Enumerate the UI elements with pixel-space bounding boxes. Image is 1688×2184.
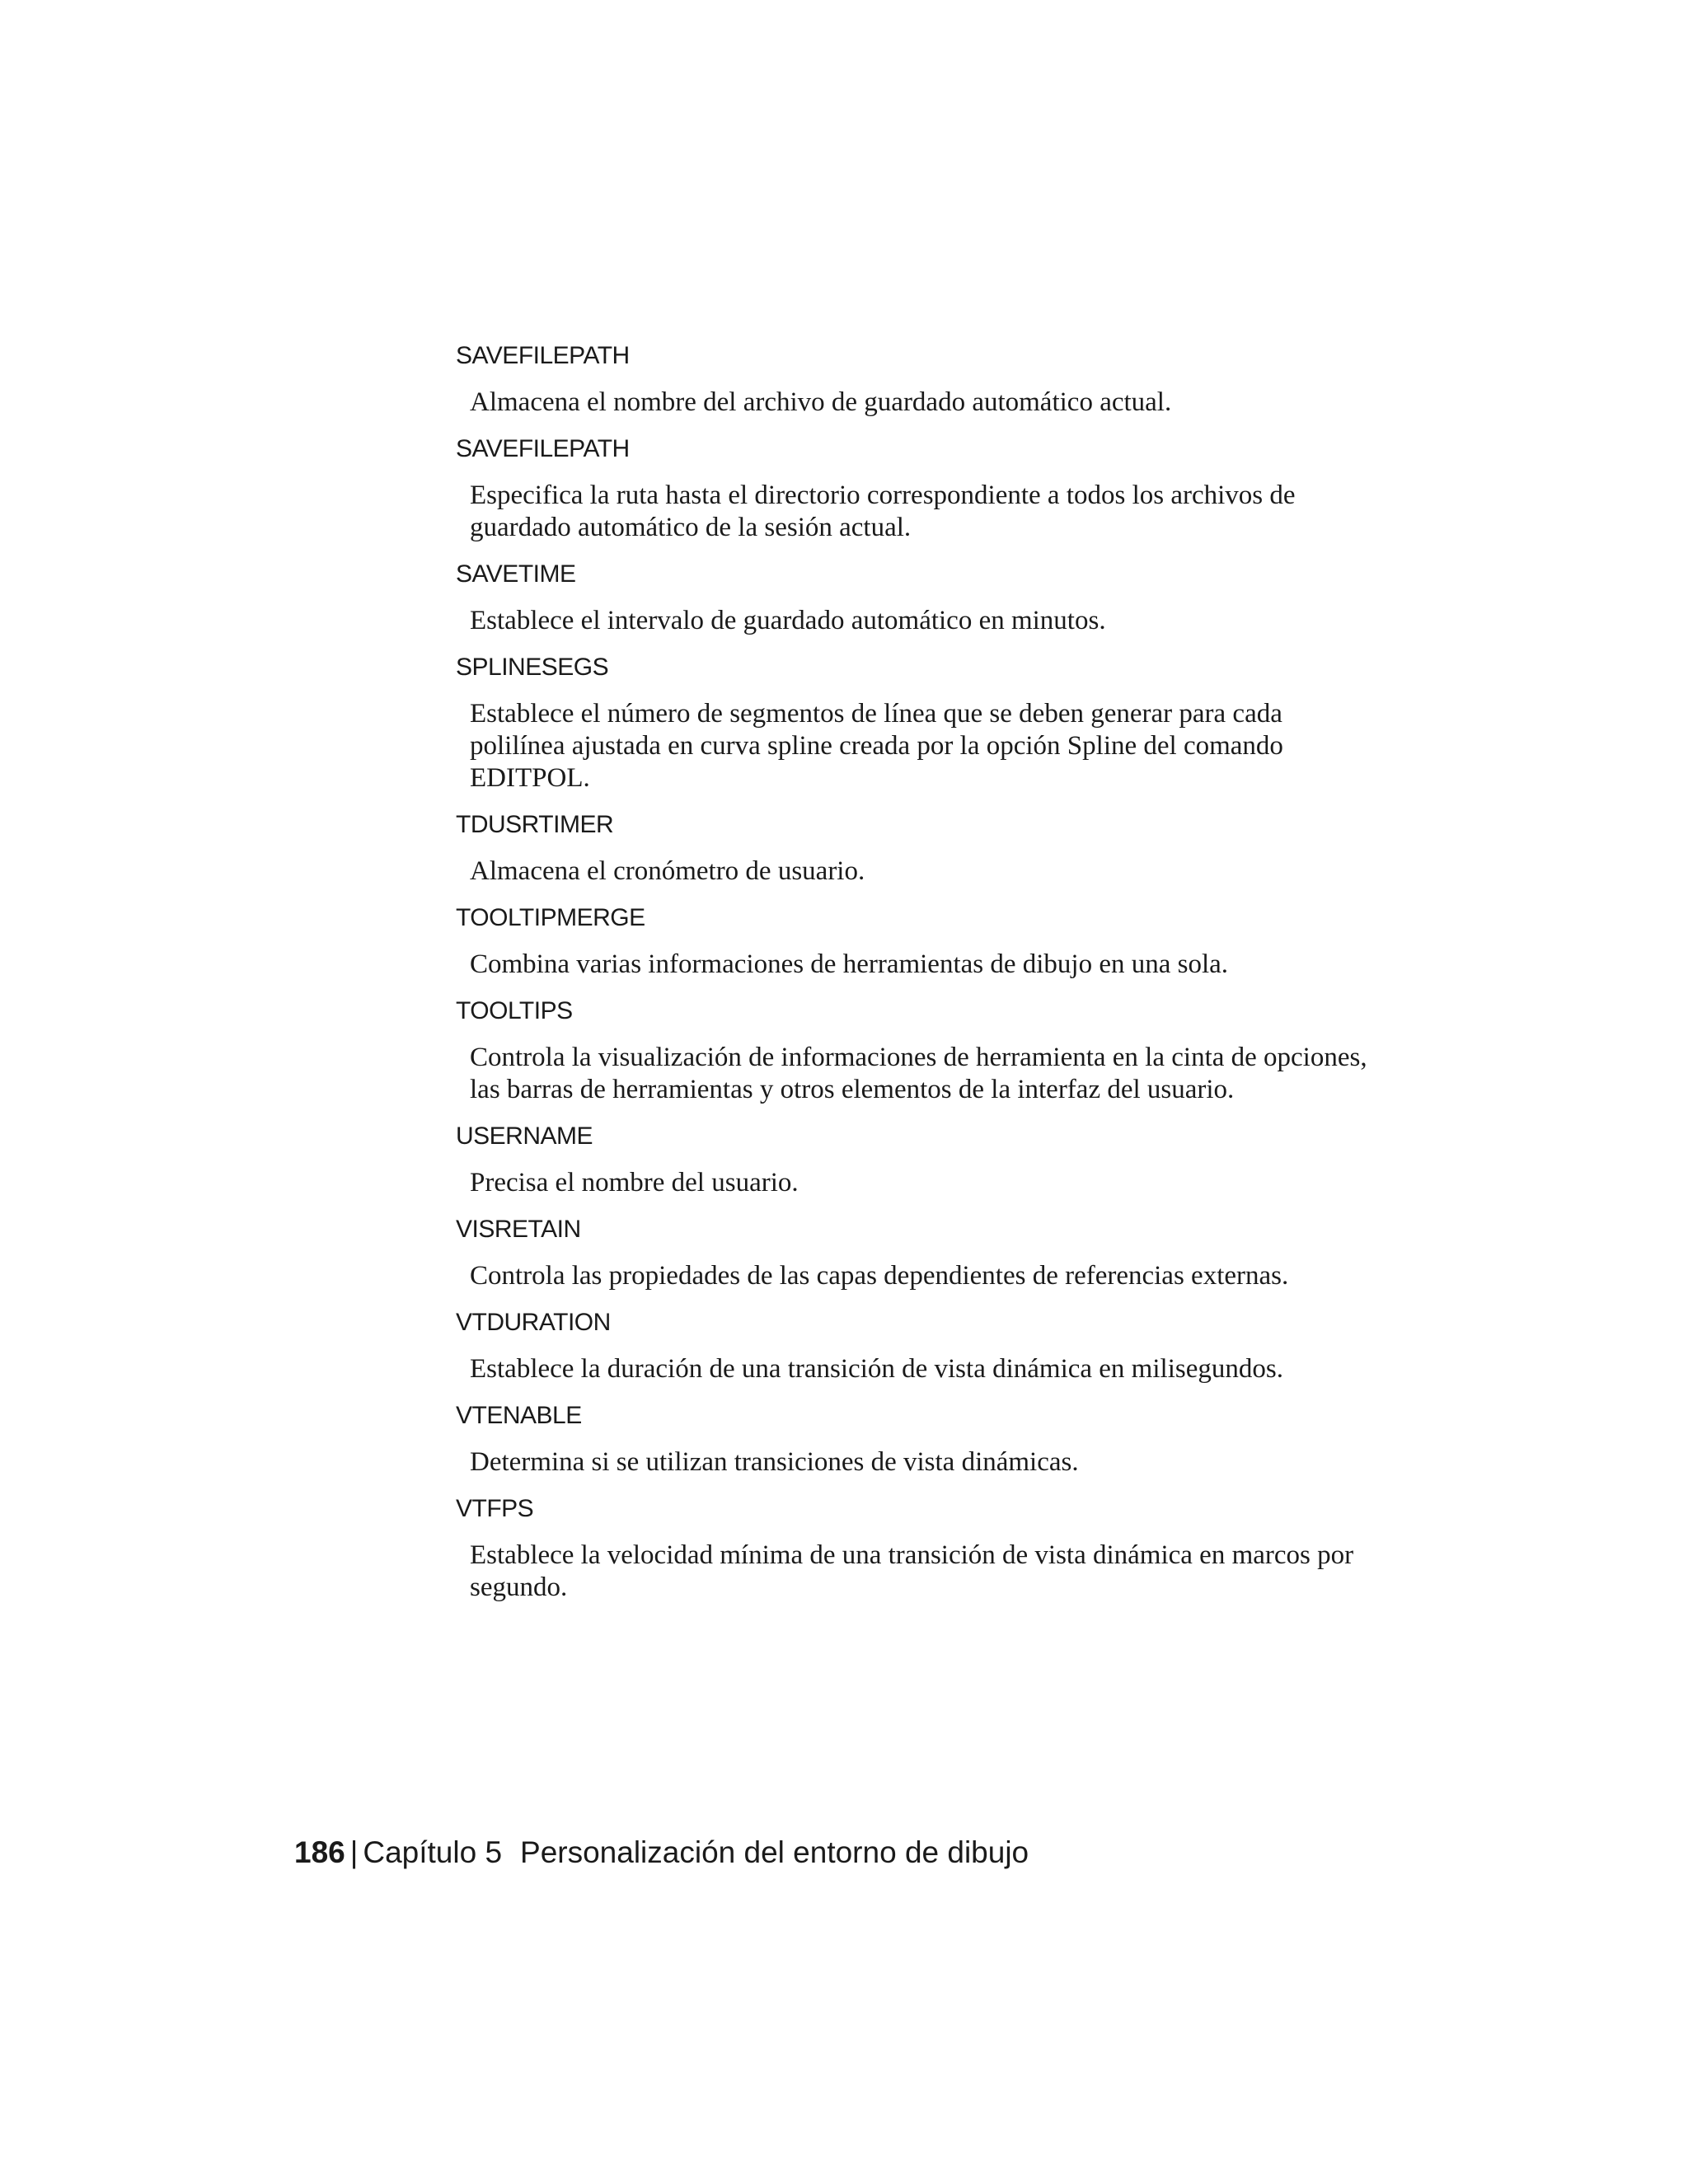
term-description: Controla las propiedades de las capas dependientes de referencias externas. (470, 1261, 1289, 1291)
term-label: USERNAME (456, 1122, 593, 1150)
term-description: Almacena el nombre del archivo de guardado automático actual. (470, 387, 1172, 417)
list-item (456, 1214, 1362, 1292)
list-item (456, 1307, 1362, 1385)
term-label: SAVETIME (456, 560, 576, 588)
term-label: TOOLTIPS (456, 997, 573, 1024)
term-label: VISRETAIN (456, 1216, 581, 1243)
list-item (456, 1400, 1362, 1479)
term-description: Especifica la ruta hasta el directorio correspondiente a todos los archivos de guardado automático de la sesión actual. (470, 480, 1296, 542)
term-label: SAVEFILEPATH (456, 435, 630, 462)
term-description: Establece la velocidad mínima de una transición de vista dinámica en marcos por segundo. (470, 1540, 1354, 1602)
term-label: VTENABLE (456, 1402, 582, 1429)
term-description: Combina varias informaciones de herramientas de dibujo en una sola. (470, 949, 1229, 979)
term-description: Establece el intervalo de guardado automático en minutos. (470, 606, 1106, 635)
term-label: VTFPS (456, 1495, 534, 1522)
term-label: VTDURATION (456, 1309, 611, 1336)
list-item (456, 434, 1362, 544)
page-footer (294, 1834, 1029, 1872)
list-item (456, 559, 1362, 637)
term-label: SAVEFILEPATH (456, 342, 630, 369)
term-label: TOOLTIPMERGE (456, 904, 645, 931)
list-item (456, 340, 1362, 419)
term-label: SPLINESEGS (456, 654, 609, 681)
list-item (456, 652, 1362, 794)
term-description: Establece el número de segmentos de línea que se deben generar para cada polilínea ajustada en curva spline creada por la opción Spline del comando EDITPOL. (470, 699, 1283, 793)
term-description: Precisa el nombre del usuario. (470, 1168, 799, 1197)
footer-separator: | (349, 1835, 359, 1869)
list-item (456, 1121, 1362, 1199)
list-item (456, 809, 1362, 888)
term-label: TDUSRTIMER (456, 811, 614, 838)
chapter-title: Personalización del entorno de dibujo (520, 1835, 1029, 1869)
term-description: Determina si se utilizan transiciones de vista dinámicas. (470, 1447, 1079, 1477)
list-item (456, 996, 1367, 1106)
term-description: Controla la visualización de informaciones de herramienta en la cinta de opciones, las barras de herramientas y otros elementos de la interfaz del usuario. (470, 1043, 1367, 1104)
term-description: Almacena el cronómetro de usuario. (470, 856, 865, 886)
list-item (456, 1493, 1362, 1604)
term-description: Establece la duración de una transición de vista dinámica en milisegundos. (470, 1354, 1283, 1384)
list-item (456, 902, 1362, 981)
variable-list (456, 340, 1367, 1619)
chapter-label: Capítulo 5 (363, 1835, 503, 1869)
page-number: 186 (294, 1835, 345, 1869)
